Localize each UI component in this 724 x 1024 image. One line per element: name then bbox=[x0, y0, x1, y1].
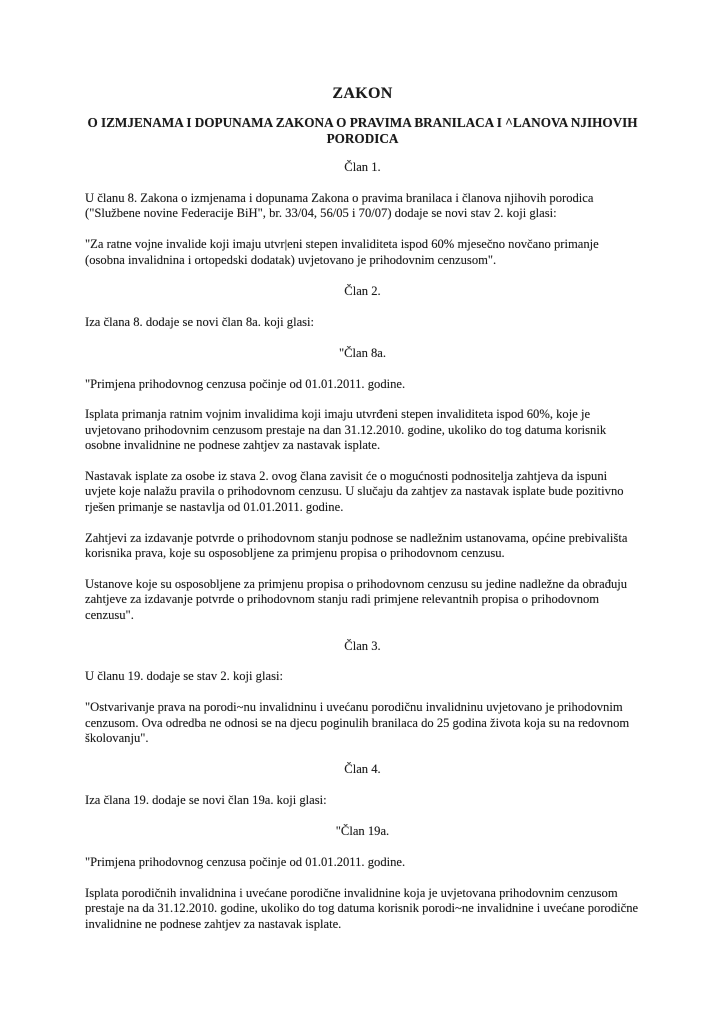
para-clan1-quoted-provision: "Za ratne vojne invalide koji imaju utvr|eni stepen invaliditeta ispod 60% mjesečno novčano primanje (osobna invalidnina i ortopedski dodatak) uvjetovano je prihodovnim cenzusom". bbox=[85, 237, 599, 267]
heading-clan-2: Član 2. bbox=[344, 283, 381, 298]
para-clan19a-primjena: "Primjena prihodovnog cenzusa počinje od 01.01.2011. godine. bbox=[85, 855, 406, 869]
law-subtitle: O IZMJENAMA I DOPUNAMA ZAKONA O PRAVIMA BRANILACA I ^LANOVA NJIHOVIH PORODICA bbox=[87, 115, 638, 146]
law-title: ZAKON bbox=[332, 85, 393, 102]
para-clan4-intro: Iza člana 19. dodaje se novi član 19a. koji glasi: bbox=[85, 793, 327, 808]
para-clan8a-nastavak-isplate: Nastavak isplate za osobe iz stava 2. ovog člana zavisit će o mogućnosti podnositelja zahtjeva da ispuni uvjete koje nalažu pravila o prihodovnom cenzusu. U slučaju da zahtjev za nastavak isplate bude pozitivno rješen primanje se nastavlja od 01.01.2011. godine. bbox=[85, 469, 624, 514]
para-clan8a-ustanove: Ustanove koje su osposobljene za primjenu propisa o prihodovnom cenzusu su jedine nadležne da obrađuju zahtjeve za izdavanje potvrde o prihodovnom stanju radi primjene relevantnih propisa o prihodovnom cenzusu". bbox=[85, 576, 628, 622]
heading-clan-4: Član 4. bbox=[344, 762, 381, 777]
para-clan3-intro: U članu 19. dodaje se stav 2. koji glasi: bbox=[85, 669, 283, 684]
para-clan3-quoted-provision: "Ostvarivanje prava na porodi~nu invalidninu i uvećanu porodičnu invalidninu uvjetovano je prihodovnim cenzusom. Ova odredba ne odnosi se na djecu poginulih branilaca do 25 godina života koja su na redovnom školovanju". bbox=[85, 700, 630, 746]
para-clan8a-primjena: "Primjena prihodovnog cenzusa počinje od 01.01.2011. godine. bbox=[85, 376, 406, 391]
heading-clan-8a: "Član 8a. bbox=[338, 345, 387, 360]
heading-clan-1: Član 1. bbox=[344, 160, 381, 174]
para-clan1-amendment-intro: U članu 8. Zakona o izmjenama i dopunama Zakona o pravima branilaca i članova njihovih porodica ("Službene novine Federacije BiH", br. 33/04, 56/05 i 70/07) dodaje se novi stav 2. koji glasi: bbox=[85, 190, 594, 221]
heading-clan-19a: "Član 19a. bbox=[335, 824, 390, 839]
para-clan2-intro: Iza člana 8. dodaje se novi član 8a. koji glasi: bbox=[85, 314, 315, 329]
heading-clan-3: Član 3. bbox=[344, 638, 381, 653]
para-clan8a-zahtjevi: Zahtjevi za izdavanje potvrde o prihodovnom stanju podnose se nadležnim ustanovama, općine prebivališta korisnika prava, koje su osposobljene za primjenu propisa o prihodovnom cenzusu. bbox=[85, 530, 628, 560]
para-clan8a-isplata-primanja: Isplata primanja ratnim vojnim invalidima koji imaju utvrđeni stepen invaliditeta ispod 60%, koje je uvjetovano prihodovnim cenzusom prestaje na dan 31.12.2010. godine, ukoliko do tog datuma korisnik osobne invalidnine ne podnese zahtjev za nastavak isplate. bbox=[85, 407, 607, 453]
para-clan19a-isplata-porodicnih: Isplata porodičnih invalidnina i uvećane porodične invalidnine koja je uvjetovana prihodovnim cenzusom prestaje na da 31.12.2010. godine, ukoliko do tog datuma korisnik porodi~ne invalidnine i uvećane porodične invalidnine ne podnese zahtjev za nastavak isplate. bbox=[85, 885, 639, 931]
